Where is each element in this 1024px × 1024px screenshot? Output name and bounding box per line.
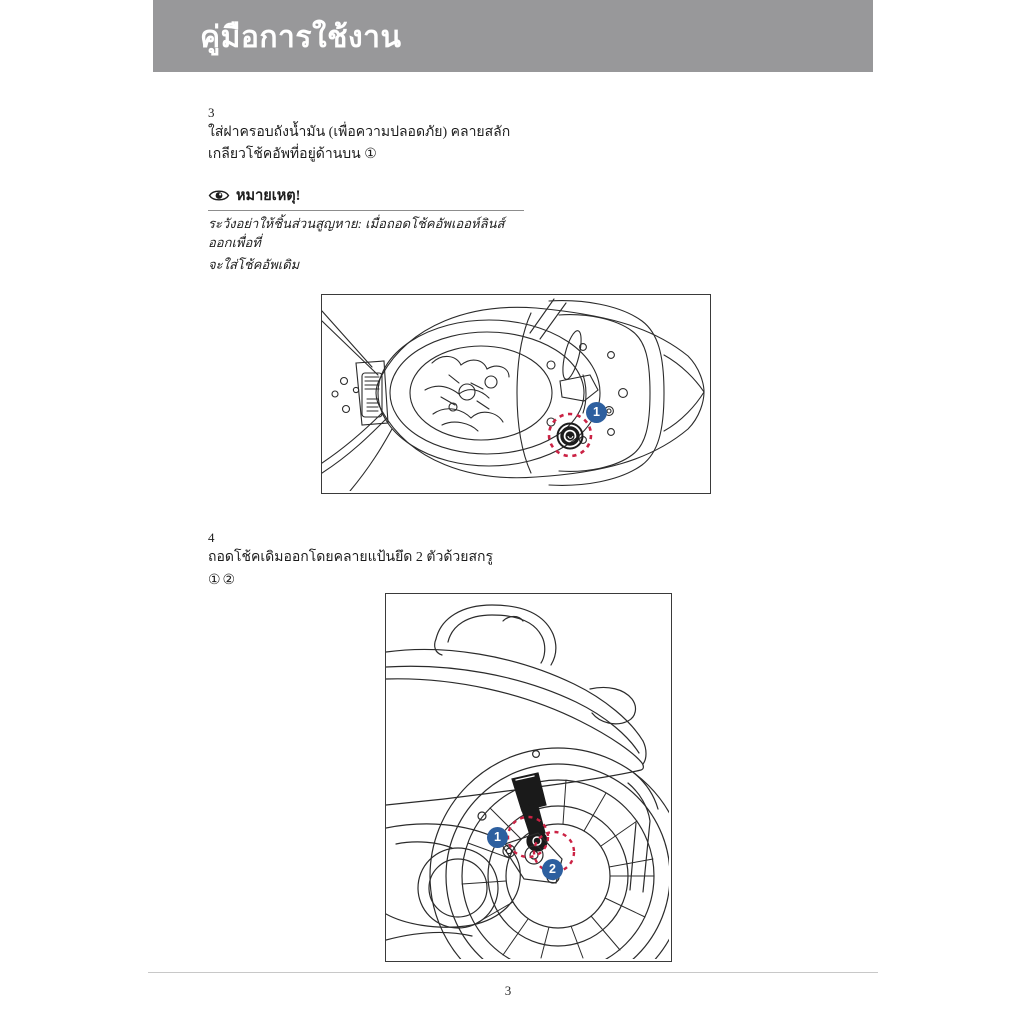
page-title: คู่มือการใช้งาน: [200, 21, 402, 54]
eye-icon: [208, 188, 230, 203]
fig1-bolt: [558, 424, 583, 449]
step-4-callout-refs: ①②: [208, 573, 238, 588]
footer-divider: [148, 972, 878, 973]
note-text-line-1: ระวังอย่าให้ชิ้นส่วนสูญหาย: เมื่อถอดโช้คอัพเออห์ลินส์ออกเพื่อที่: [208, 216, 505, 250]
underseat-line-art: [322, 295, 708, 491]
page-number: 3: [504, 983, 512, 998]
note-header: [208, 184, 524, 211]
figure-underseat-top-view: [321, 294, 711, 494]
callout-badge-1: 1: [586, 402, 607, 423]
step-4-text-line-1: ถอดโช้คเดิมออกโดยคลายแป้นยึด 2 ตัวด้วยสกรู: [208, 550, 494, 565]
step-3-text-line-2: เกลียวโช้คอัพที่อยู่ด้านบน ①: [208, 147, 377, 162]
step-3-section: [208, 103, 528, 166]
note-block: [208, 184, 524, 274]
step-3-text-line-1: ใส่ฝาครอบถังน้ำมัน (เพื่อความปลอดภัย) คลายสลัก: [208, 125, 511, 140]
step-3-number: 3: [208, 105, 215, 120]
step-4-number: 4: [208, 530, 215, 545]
page-header-banner: [153, 0, 873, 72]
rear-shock-line-art: [386, 594, 669, 959]
callout-badge-1: 1: [487, 827, 508, 848]
step-4-section: [208, 528, 528, 593]
figure-rear-shock-side-view: [385, 593, 672, 962]
note-text-line-2: จะใส่โช้คอัพเดิม: [208, 257, 300, 272]
callout-badge-2: 2: [542, 859, 563, 880]
note-title: หมายเหตุ!: [236, 188, 301, 204]
